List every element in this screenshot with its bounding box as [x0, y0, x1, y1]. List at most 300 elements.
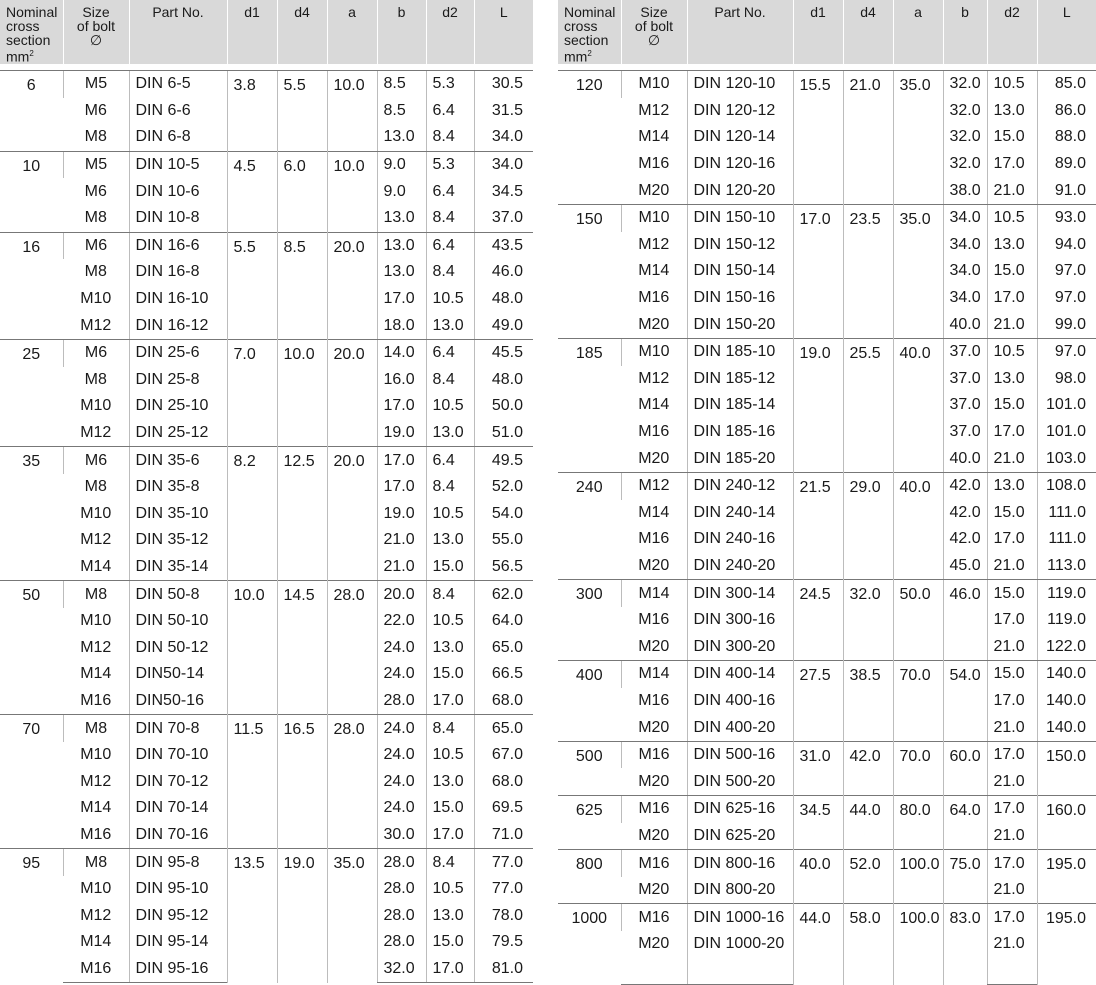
bolt-cell: M16	[638, 691, 670, 709]
d2-cell: 5.3	[426, 151, 474, 178]
d4-cell: 42.0	[843, 741, 893, 795]
b-cell: 37.0	[943, 338, 987, 365]
table-row	[558, 204, 1096, 231]
bolt-cell: M16	[621, 850, 687, 877]
part-no-cell: DIN 1000-20	[687, 931, 793, 958]
d2-cell: 15.0	[426, 554, 474, 581]
part-no-cell: DIN 70-8	[129, 715, 227, 742]
L-cell: 54.0	[474, 501, 533, 528]
part-no-cell: DIN 70-10	[129, 742, 227, 769]
b-cell: 9.0	[377, 151, 426, 178]
d2-cell: 8.4	[426, 849, 474, 876]
d2-cell: 17.0	[987, 741, 1037, 768]
header-bolt-size: Size of bolt ∅	[63, 0, 129, 64]
L-cell: 94.0	[1037, 232, 1096, 259]
d2-cell: 17.0	[987, 151, 1037, 178]
b-cell: 30.0	[377, 822, 426, 849]
L-cell: 160.0	[1037, 796, 1096, 850]
part-no-cell: DIN 35-6	[129, 447, 227, 474]
part-no-cell: DIN 10-6	[129, 178, 227, 205]
d4-cell: 14.5	[277, 581, 327, 715]
table-row	[558, 850, 1096, 877]
d2-cell: 13.0	[987, 98, 1037, 125]
part-no-cell: DIN 240-14	[687, 500, 793, 527]
a-cell: 80.0	[893, 796, 943, 850]
d4-cell: 58.0	[843, 904, 893, 985]
a-cell: 10.0	[327, 151, 377, 232]
nominal-cell: 16	[0, 232, 63, 339]
L-cell: 79.5	[474, 929, 533, 956]
L-cell: 113.0	[1037, 553, 1096, 580]
part-no-cell: DIN 70-16	[129, 822, 227, 849]
bolt-cell: M12	[80, 531, 112, 549]
part-no-cell: DIN 70-14	[129, 795, 227, 822]
bolt-cell: M12	[80, 638, 112, 656]
L-cell: 37.0	[474, 205, 533, 232]
part-no-cell: DIN 185-20	[687, 445, 793, 472]
bolt-cell: M12	[63, 420, 129, 447]
part-no-cell: DIN50-14	[129, 661, 227, 688]
L-cell: 101.0	[1037, 419, 1096, 446]
part-no-cell: DIN 150-10	[687, 204, 793, 231]
bolt-cell: M8	[84, 478, 107, 496]
L-cell: 31.5	[474, 98, 533, 125]
d2-cell: 8.4	[426, 715, 474, 742]
a-cell: 35.0	[893, 71, 943, 205]
part-no-cell: DIN 1000-16	[687, 904, 793, 931]
d2-cell: 8.4	[426, 124, 474, 151]
d2-cell: 21.0	[987, 931, 1037, 958]
bolt-cell: M10	[80, 504, 112, 522]
bolt-cell: M14	[80, 933, 112, 951]
b-cell: 18.0	[377, 312, 426, 339]
part-no-cell: DIN 120-14	[687, 124, 793, 151]
b-cell: 28.0	[377, 849, 426, 876]
d1-cell: 8.2	[227, 447, 277, 581]
d2-cell: 6.4	[426, 98, 474, 125]
header-d4: d4	[277, 0, 327, 64]
L-cell: 45.5	[474, 339, 533, 366]
bolt-cell: M12	[80, 906, 112, 924]
b-cell: 54.0	[943, 661, 987, 742]
L-cell: 52.0	[474, 474, 533, 501]
nominal-cell: 6	[0, 71, 63, 152]
part-no-cell: DIN 35-12	[129, 527, 227, 554]
b-cell: 17.0	[377, 447, 426, 474]
b-cell: 75.0	[943, 850, 987, 904]
header-b: b	[943, 0, 987, 64]
b-cell: 28.0	[377, 876, 426, 903]
part-no-cell: DIN 240-12	[687, 472, 793, 499]
bolt-cell: M20	[638, 935, 670, 953]
bolt-cell: M14	[80, 665, 112, 683]
part-no-cell: DIN 300-16	[687, 607, 793, 634]
d1-cell: 31.0	[793, 741, 843, 795]
bolt-cell: M16	[63, 688, 129, 715]
header-part-no: Part No.	[687, 0, 793, 64]
L-cell: 122.0	[1037, 633, 1096, 660]
part-no-cell: DIN 95-12	[129, 902, 227, 929]
bolt-cell: M12	[638, 101, 670, 119]
d4-cell: 29.0	[843, 472, 893, 579]
L-cell: 66.5	[474, 661, 533, 688]
d2-cell: 17.0	[987, 796, 1037, 823]
d2-cell: 6.4	[426, 447, 474, 474]
b-cell: 9.0	[377, 178, 426, 205]
table-body	[0, 71, 533, 983]
d2-cell: 17.0	[426, 822, 474, 849]
d1-cell: 44.0	[793, 904, 843, 985]
d4-cell: 32.0	[843, 580, 893, 661]
L-cell: 77.0	[474, 876, 533, 903]
L-cell: 65.0	[474, 715, 533, 742]
part-no-cell: DIN 625-16	[687, 796, 793, 823]
b-cell: 32.0	[943, 71, 987, 98]
L-cell: 67.0	[474, 742, 533, 769]
header-d1: d1	[227, 0, 277, 64]
b-cell: 32.0	[943, 151, 987, 178]
part-no-cell: DIN 150-20	[687, 311, 793, 338]
bolt-cell: M20	[621, 445, 687, 472]
L-cell: 50.0	[474, 393, 533, 420]
part-no-cell: DIN 240-16	[687, 526, 793, 553]
part-no-cell: DIN 400-20	[687, 714, 793, 741]
nominal-cell: 800	[558, 850, 621, 904]
bolt-cell: M10	[80, 880, 112, 898]
b-cell: 64.0	[943, 796, 987, 850]
part-no-cell: DIN 6-5	[129, 71, 227, 98]
header-d2: d2	[426, 0, 474, 64]
bolt-cell: M10	[621, 338, 687, 365]
part-no-cell: DIN 25-8	[129, 367, 227, 394]
part-no-cell: DIN 6-6	[129, 98, 227, 125]
table-row	[558, 338, 1096, 365]
bolt-cell: M16	[63, 822, 129, 849]
d1-cell: 10.0	[227, 581, 277, 715]
part-no-cell: DIN 800-16	[687, 850, 793, 877]
header-nominal-cross-section: Nominal cross section $mm^2$	[558, 0, 621, 64]
b-cell: 34.0	[943, 258, 987, 285]
part-no-cell: DIN 35-10	[129, 501, 227, 528]
L-cell: 97.0	[1037, 338, 1096, 365]
header-part-no: Part No.	[129, 0, 227, 64]
b-cell: 22.0	[377, 608, 426, 635]
d2-cell: 17.0	[987, 526, 1037, 553]
table-row	[0, 339, 533, 366]
bolt-cell: M6	[84, 182, 107, 200]
L-cell: 43.5	[474, 232, 533, 259]
d2-cell: 8.4	[426, 474, 474, 501]
bolt-cell: M10	[80, 397, 112, 415]
bolt-cell: M8	[63, 715, 129, 742]
L-cell: 140.0	[1037, 714, 1096, 741]
a-cell: 35.0	[893, 204, 943, 338]
nominal-cell: 25	[0, 339, 63, 446]
d2-cell: 15.0	[987, 392, 1037, 419]
part-no-cell: DIN 95-14	[129, 929, 227, 956]
d2-cell: 13.0	[987, 366, 1037, 393]
nominal-cell: 50	[0, 581, 63, 715]
nominal-cell: 185	[558, 338, 621, 472]
part-no-cell: DIN 35-8	[129, 474, 227, 501]
bolt-cell: M8	[63, 124, 129, 151]
d2-cell: 17.0	[987, 607, 1037, 634]
d1-cell: 34.5	[793, 796, 843, 850]
d2-cell: 10.5	[426, 608, 474, 635]
table-row	[0, 232, 533, 259]
d4-cell: 52.0	[843, 850, 893, 904]
d2-cell: 21.0	[987, 633, 1037, 660]
part-no-cell: DIN 120-12	[687, 98, 793, 125]
header-nominal-cross-section: Nominal cross section $mm^2$	[0, 0, 63, 64]
d2-cell: 21.0	[987, 177, 1037, 204]
b-cell: 20.0	[377, 581, 426, 608]
d2-cell: 10.5	[987, 338, 1037, 365]
a-cell: 50.0	[893, 580, 943, 661]
b-cell: 21.0	[377, 527, 426, 554]
bolt-cell: M16	[621, 741, 687, 768]
bolt-cell: M20	[621, 553, 687, 580]
d2-cell: 15.0	[987, 661, 1037, 688]
part-no-cell: DIN 185-16	[687, 419, 793, 446]
part-no-cell: DIN 625-20	[687, 823, 793, 850]
d1-cell: 24.5	[793, 580, 843, 661]
part-no-cell: DIN 150-14	[687, 258, 793, 285]
d2-cell: 10.5	[426, 393, 474, 420]
L-cell: 88.0	[1037, 124, 1096, 151]
L-cell: 101.0	[1037, 392, 1096, 419]
b-cell: 45.0	[943, 553, 987, 580]
d4-cell: 21.0	[843, 71, 893, 205]
header-d1: d1	[793, 0, 843, 64]
L-cell: 93.0	[1037, 204, 1096, 231]
part-no-cell: DIN 16-12	[129, 312, 227, 339]
L-cell: 97.0	[1037, 285, 1096, 312]
bolt-cell: M14	[638, 503, 670, 521]
d2-cell: 13.0	[426, 312, 474, 339]
b-cell: 46.0	[943, 580, 987, 661]
L-cell: 62.0	[474, 581, 533, 608]
b-cell: 42.0	[943, 472, 987, 499]
b-cell: 37.0	[943, 419, 987, 446]
header-b: b	[377, 0, 426, 64]
d4-cell: 10.0	[277, 339, 327, 446]
b-cell: 24.0	[377, 742, 426, 769]
d2-cell: 8.4	[426, 581, 474, 608]
nominal-cell: 400	[558, 661, 621, 742]
header-L: L	[474, 0, 533, 64]
b-cell: 37.0	[943, 366, 987, 393]
part-no-cell: DIN 16-6	[129, 232, 227, 259]
L-cell: 68.0	[474, 768, 533, 795]
b-cell: 19.0	[377, 420, 426, 447]
part-no-cell: DIN 95-8	[129, 849, 227, 876]
a-cell: 20.0	[327, 447, 377, 581]
L-cell: 108.0	[1037, 472, 1096, 499]
L-cell: 111.0	[1037, 526, 1096, 553]
a-cell: 40.0	[893, 472, 943, 579]
bolt-cell: M14	[638, 396, 670, 414]
d2-cell: 21.0	[987, 553, 1037, 580]
header-d2: d2	[987, 0, 1037, 64]
b-cell: 28.0	[377, 688, 426, 715]
d2-cell: 13.0	[426, 527, 474, 554]
bolt-cell: M12	[63, 312, 129, 339]
L-cell: 91.0	[1037, 177, 1096, 204]
b-cell: 8.5	[377, 98, 426, 125]
part-no-cell: DIN 120-16	[687, 151, 793, 178]
d4-cell: 25.5	[843, 338, 893, 472]
part-no-cell: DIN 10-5	[129, 151, 227, 178]
L-cell: 140.0	[1037, 688, 1096, 715]
d1-cell: 27.5	[793, 661, 843, 742]
a-cell: 20.0	[327, 339, 377, 446]
bolt-cell: M10	[80, 612, 112, 630]
b-cell: 8.5	[377, 71, 426, 98]
part-no-cell: DIN 150-16	[687, 285, 793, 312]
d2-cell: 15.0	[426, 661, 474, 688]
part-no-cell: DIN50-16	[129, 688, 227, 715]
bolt-cell: M8	[63, 205, 129, 232]
d4-cell: 16.5	[277, 715, 327, 849]
bolt-cell: M10	[621, 71, 687, 98]
b-cell: 34.0	[943, 285, 987, 312]
cable-lug-table-right	[558, 0, 1096, 985]
L-cell: 78.0	[474, 902, 533, 929]
part-no-cell: DIN 70-12	[129, 768, 227, 795]
L-cell: 49.5	[474, 447, 533, 474]
d2-cell: 17.0	[987, 285, 1037, 312]
bolt-cell: M12	[80, 772, 112, 790]
d2-cell: 5.3	[426, 71, 474, 98]
L-cell: 111.0	[1037, 500, 1096, 527]
L-cell: 48.0	[474, 286, 533, 313]
part-no-cell: DIN 185-14	[687, 392, 793, 419]
d2-cell: 21.0	[987, 768, 1037, 795]
b-cell: 13.0	[377, 232, 426, 259]
d1-cell: 13.5	[227, 849, 277, 983]
b-cell: 37.0	[943, 392, 987, 419]
part-no-cell: DIN 185-12	[687, 366, 793, 393]
part-no-cell: DIN 6-8	[129, 124, 227, 151]
bolt-cell: M16	[621, 904, 687, 931]
d2-cell: 6.4	[426, 178, 474, 205]
b-cell: 24.0	[377, 768, 426, 795]
cable-lug-table-left	[0, 0, 533, 983]
part-no-cell: DIN 240-20	[687, 553, 793, 580]
part-no-cell: DIN 500-16	[687, 741, 793, 768]
b-cell: 28.0	[377, 902, 426, 929]
bolt-cell: M14	[621, 580, 687, 607]
L-cell: 68.0	[474, 688, 533, 715]
d2-cell: 15.0	[987, 124, 1037, 151]
d2-cell: 17.0	[987, 850, 1037, 877]
table-row	[558, 71, 1096, 98]
part-no-cell: DIN 16-8	[129, 259, 227, 286]
header-d4: d4	[843, 0, 893, 64]
L-cell: 51.0	[474, 420, 533, 447]
header-bolt-size: Size of bolt ∅	[621, 0, 687, 64]
L-cell: 195.0	[1037, 850, 1096, 904]
part-no-cell: DIN 800-20	[687, 877, 793, 904]
d4-cell: 8.5	[277, 232, 327, 339]
b-cell: 13.0	[377, 259, 426, 286]
table-row	[558, 580, 1096, 607]
bolt-cell: M6	[63, 447, 129, 474]
d1-cell: 40.0	[793, 850, 843, 904]
d2-cell: 6.4	[426, 339, 474, 366]
header-L: L	[1037, 0, 1096, 64]
b-cell: 13.0	[377, 205, 426, 232]
d2-cell: 13.0	[987, 232, 1037, 259]
b-cell: 40.0	[943, 445, 987, 472]
d4-cell: 23.5	[843, 204, 893, 338]
bolt-cell: M8	[84, 370, 107, 388]
table-row	[0, 849, 533, 876]
b-cell: 38.0	[943, 177, 987, 204]
table-body	[558, 71, 1096, 985]
d1-cell: 5.5	[227, 232, 277, 339]
bolt-cell: M14	[638, 262, 670, 280]
part-no-cell: DIN 120-10	[687, 71, 793, 98]
bolt-cell: M14	[63, 554, 129, 581]
d4-cell: 6.0	[277, 151, 327, 232]
bolt-cell: M8	[63, 849, 129, 876]
bolt-cell: M6	[84, 101, 107, 119]
b-cell: 24.0	[377, 795, 426, 822]
d2-cell: 8.4	[426, 205, 474, 232]
bolt-cell: M16	[638, 530, 670, 548]
a-cell: 20.0	[327, 232, 377, 339]
d1-cell: 17.0	[793, 204, 843, 338]
table-row	[0, 447, 533, 474]
bolt-cell: M20	[621, 633, 687, 660]
d2-cell: 10.5	[426, 876, 474, 903]
nominal-cell: 1000	[558, 904, 621, 985]
a-cell: 100.0	[893, 904, 943, 985]
part-no-cell: DIN 400-14	[687, 661, 793, 688]
part-no-cell: DIN 300-20	[687, 633, 793, 660]
bolt-cell: M16	[638, 423, 670, 441]
L-cell: 85.0	[1037, 71, 1096, 98]
L-cell: 65.0	[474, 634, 533, 661]
d2-cell: 10.5	[426, 742, 474, 769]
part-no-cell: DIN 50-8	[129, 581, 227, 608]
nominal-cell: 240	[558, 472, 621, 579]
d2-cell: 17.0	[987, 688, 1037, 715]
d2-cell: 13.0	[426, 768, 474, 795]
table-header	[0, 0, 533, 71]
bolt-cell: M8	[84, 263, 107, 281]
bolt-cell: M20	[621, 877, 687, 904]
a-cell: 100.0	[893, 850, 943, 904]
d1-cell: 19.0	[793, 338, 843, 472]
a-cell: 28.0	[327, 581, 377, 715]
table-row	[558, 796, 1096, 823]
d1-cell: 4.5	[227, 151, 277, 232]
b-cell: 17.0	[377, 286, 426, 313]
bolt-cell: M14	[80, 799, 112, 817]
bolt-cell: M20	[621, 714, 687, 741]
table-row	[558, 741, 1096, 768]
d2-cell: 8.4	[426, 259, 474, 286]
d2-cell: 10.5	[426, 286, 474, 313]
d2-cell: 13.0	[426, 420, 474, 447]
part-no-cell: DIN 25-10	[129, 393, 227, 420]
a-cell: 10.0	[327, 71, 377, 152]
L-cell: 140.0	[1037, 661, 1096, 688]
d2-cell: 17.0	[987, 904, 1037, 931]
